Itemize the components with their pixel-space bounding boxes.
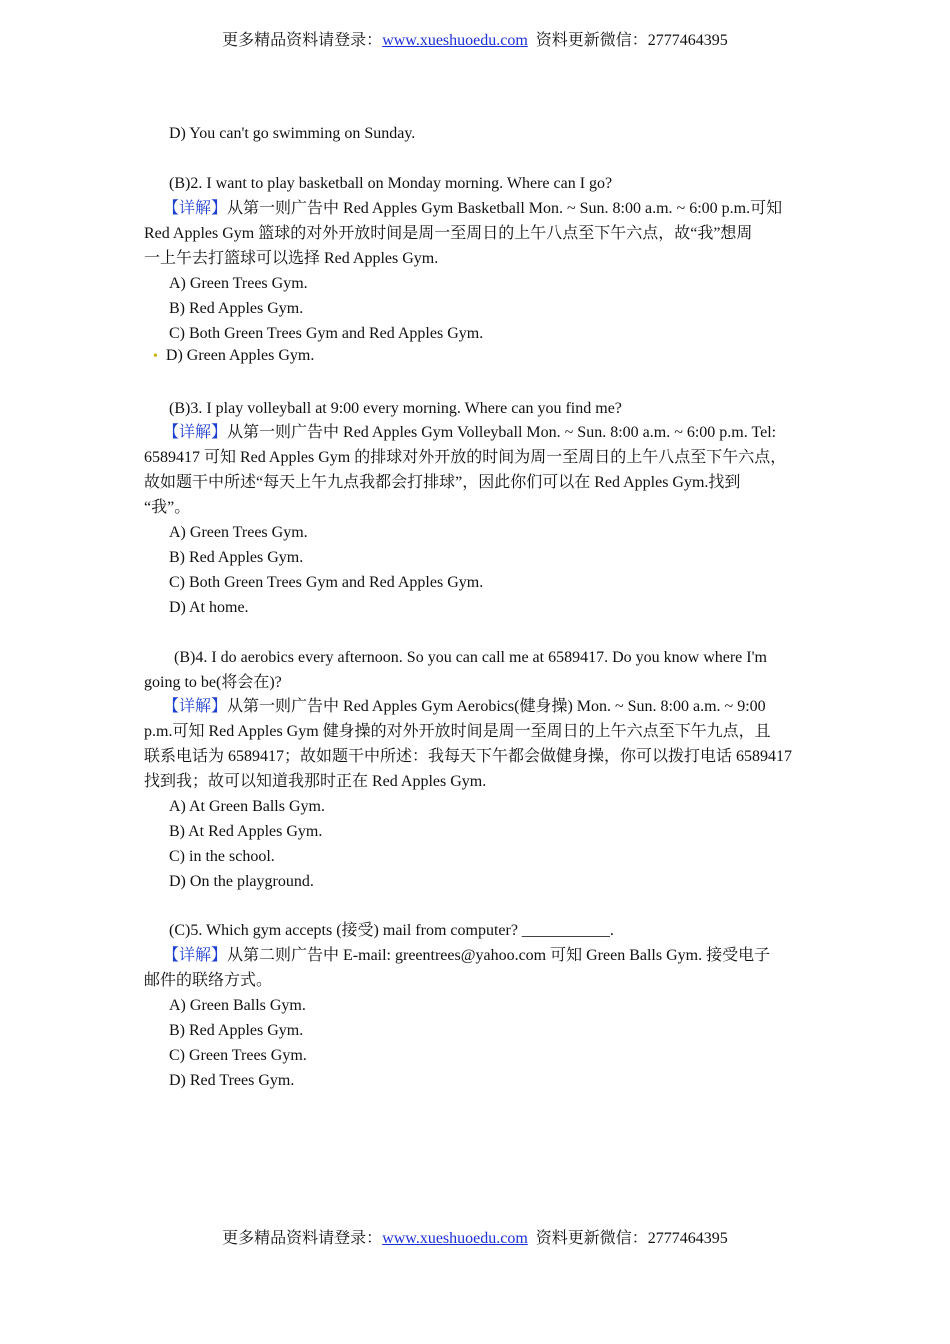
q3-explanation-line-3: 故如题干中所述“每天上午九点我都会打排球”，因此你们可以在 Red Apples Gym.找到 [144,474,741,491]
detail-tag: 【详解】 [163,200,228,217]
page-header [0,31,950,51]
q4-option-b: B) At Red Apples Gym. [169,823,323,840]
q2-option-c: C) Both Green Trees Gym and Red Apples Gym. [169,325,484,342]
q4-explanation-line-4: 找到我；故可以知道我那时正在 Red Apples Gym. [144,773,487,790]
q5-question: (C)5. Which gym accepts (接受) mail from computer? ___________. [169,922,614,939]
detail-tag: 【详解】 [163,424,228,441]
header-site-link[interactable]: www.xueshuoedu.com [382,32,528,49]
q4-option-a: A) At Green Balls Gym. [169,798,325,815]
detail-tag: 【详解】 [163,947,228,964]
q5-option-c: C) Green Trees Gym. [169,1047,307,1064]
q3-explanation-line-4: “我”。 [144,499,191,516]
q5-option-d: D) Red Trees Gym. [169,1072,295,1089]
footer-prefix: 更多精品资料请登录： [222,1230,383,1247]
footer-wechat: 资料更新微信：2777464395 [535,1230,728,1247]
q4-explanation-line-1: 【详解】从第一则广告中 Red Apples Gym Aerobics(健身操) Mon. ~ Sun. 8:00 a.m. ~ 9:00 [163,698,766,715]
q2-option-b: B) Red Apples Gym. [169,300,304,317]
q2-option-d: • D) Green Apples Gym. [153,347,315,364]
detail-tag: 【详解】 [163,698,228,715]
q5-explanation-line-2: 邮件的联络方式。 [144,972,273,989]
q2-option-a: A) Green Trees Gym. [169,275,308,292]
page-footer [0,1229,950,1249]
q5-explanation-line-1: 【详解】从第二则广告中 E-mail: greentrees@yahoo.com 可知 Green Balls Gym. 接受电子 [163,947,771,964]
bullet-dot-icon: • [153,349,158,364]
q4-explanation-line-2: p.m.可知 Red Apples Gym 健身操的对外开放时间是周一至周日的上午六点至下午九点，且 [144,723,771,740]
q3-option-b: B) Red Apples Gym. [169,549,304,566]
q3-option-d: D) At home. [169,599,249,616]
q2-explanation-line-2: Red Apples Gym 篮球的对外开放时间是周一至周日的上午八点至下午六点，故“我”想周 [144,225,753,242]
q4-option-c: C) in the school. [169,848,275,865]
q2-explanation-line-1: 【详解】从第一则广告中 Red Apples Gym Basketball Mon. ~ Sun. 8:00 a.m. ~ 6:00 p.m.可知 [163,200,783,217]
q3-question: (B)3. I play volleyball at 9:00 every morning. Where can you find me? [169,400,622,417]
q5-option-a: A) Green Balls Gym. [169,997,306,1014]
q4-question-line-2: going to be(将会在)? [144,674,282,691]
q2-question: (B)2. I want to play basketball on Monday morning. Where can I go? [169,175,613,192]
q4-option-d: D) On the playground. [169,873,314,890]
q3-option-c: C) Both Green Trees Gym and Red Apples Gym. [169,574,484,591]
footer-site-link[interactable]: www.xueshuoedu.com [382,1230,528,1247]
q4-question-line-1: (B)4. I do aerobics every afternoon. So you can call me at 6589417. Do you know where I'm [174,649,767,666]
q1-option-d: D) You can't go swimming on Sunday. [169,125,416,142]
q3-option-a: A) Green Trees Gym. [169,524,308,541]
header-prefix: 更多精品资料请登录： [222,32,383,49]
q3-explanation-line-2: 6589417 可知 Red Apples Gym 的排球对外开放的时间为周一至周日的上午八点至下午六点， [144,449,787,466]
q5-option-b: B) Red Apples Gym. [169,1022,304,1039]
q3-explanation-line-1: 【详解】从第一则广告中 Red Apples Gym Volleyball Mon. ~ Sun. 8:00 a.m. ~ 6:00 p.m. Tel: [163,424,777,441]
header-wechat: 资料更新微信：2777464395 [535,32,728,49]
q4-explanation-line-3: 联系电话为 6589417；故如题干中所述：我每天下午都会做健身操，你可以拨打电话 6589417 [144,748,793,765]
q2-explanation-line-3: 一上午去打篮球可以选择 Red Apples Gym. [144,250,439,267]
